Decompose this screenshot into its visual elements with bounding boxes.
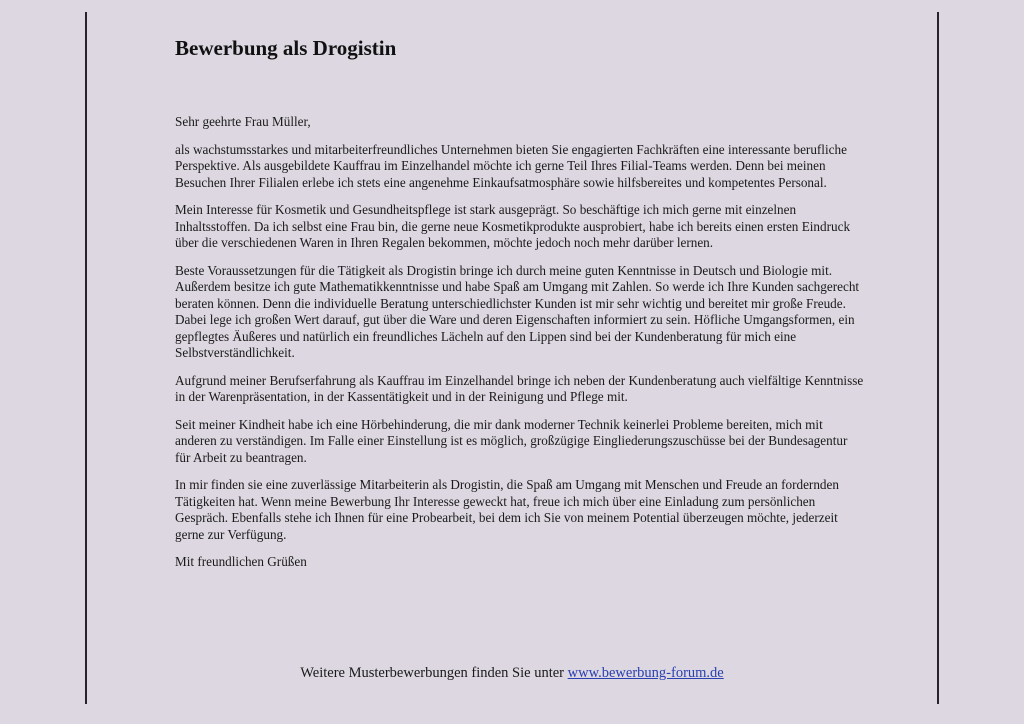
paragraph-interest: Mein Interesse für Kosmetik und Gesundheitspflege ist stark ausgeprägt. So beschäftige ich mich gerne mit einzelnen Inhaltsstoffen. Da ich selbst eine Frau bin, die gerne neue Kosmetikprodukte ausprobiert, habe ich bereits einen ersten Eindruck über die verschiedenen Waren in Ihren Regalen bekommen, möchte jedoch noch mehr darüber lernen. — [175, 202, 851, 250]
paragraph-conclusion: In mir finden sie eine zuverlässige Mitarbeiterin als Drogistin, die Spaß am Umgang mit Menschen und Freude an fordernden Tätigkeiten hat. Wenn meine Bewerbung Ihr Interesse geweckt hat, freue ich mich über eine Einladung zum persönlichen Gespräch. Ebenfalls stehe ich Ihnen für eine Probearbeit, bei dem ich Sie von meinem Potential überzeugen möchte, jederzeit gerne zur Verfügung. — [175, 477, 839, 542]
letter-page — [175, 34, 865, 571]
paragraph-intro: als wachstumsstarkes und mitarbeiterfreundliches Unternehmen bieten Sie engagierten Fachkräften eine interessante berufliche Perspektive. Als ausgebildete Kauffrau im Einzelhandel möchte ich gerne Teil Ihres Filial-Teams werden. Denn bei meinen Besuchen Ihrer Filialen erlebe ich stets eine angenehme Einkaufsatmosphäre sowie hilfsbereites und kompetentes Personal. — [175, 141, 847, 190]
salutation: Sehr geehrte Frau Müller, — [175, 114, 311, 129]
paragraph-qualifications: Beste Voraussetzungen für die Tätigkeit als Drogistin bringe ich durch meine guten Kenntnisse in Deutsch und Biologie mit. Außerdem besitze ich gute Mathematikkenntnisse und habe Spaß am Umgang mit Zahlen. So werde ich Ihre Kunden sachgerecht beraten können. Denn die individuelle Beratung unterschiedlichster Kunden ist mir sehr wichtig und bereitet mir große Freude. Dabei lege ich großen Wert darauf, gut über die Ware und deren Eigenschaften informiert zu sein. Höfliche Umgangsformen, ein gepflegtes Äußeres und natürlich ein freundliches Lächeln auf den Lippen sind bei der Kundenberatung für mich eine Selbstverständlichkeit. — [175, 262, 860, 360]
closing: Mit freundlichen Grüßen — [175, 554, 307, 569]
left-margin-line — [85, 12, 87, 704]
footer-link[interactable]: www.bewerbung-forum.de — [567, 665, 724, 681]
paragraph-experience: Aufgrund meiner Berufserfahrung als Kauffrau im Einzelhandel bringe ich neben der Kundenberatung auch vielfältige Kenntnisse in der Warenpräsentation, in der Kassentätigkeit und in der Reinigung und Pflege mit. — [175, 372, 864, 404]
letter-title: Bewerbung als Drogistin — [175, 36, 397, 60]
footer-text: Weitere Musterbewerbungen finden Sie unter — [300, 665, 568, 681]
right-margin-line — [937, 12, 939, 704]
paragraph-disability: Seit meiner Kindheit habe ich eine Hörbehinderung, die mir dank moderner Technik keinerlei Probleme bereiten, mich mit anderen zu verständigen. Im Falle einer Einstellung ist es möglich, großzügige Eingliederungszuschüsse bei der Bundesagentur für Arbeit zu beantragen. — [175, 416, 848, 465]
footer — [0, 664, 1024, 682]
